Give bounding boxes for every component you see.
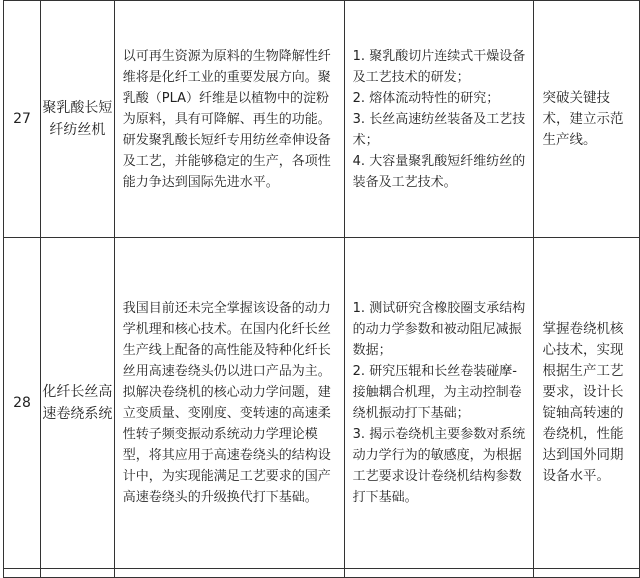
empty-cell (40, 569, 114, 578)
rd-content (344, 1, 534, 238)
empty-cell (114, 569, 344, 578)
table-row (4, 1, 640, 238)
row-number: 27 (4, 1, 41, 238)
project-name: 化纤长丝高速卷绕系统 (40, 238, 114, 569)
project-goal (534, 238, 640, 569)
empty-cell (4, 569, 41, 578)
rd-item: 2. 熔体流动特性的研究； (352, 90, 500, 106)
rd-item: 4. 大容量聚乳酸短纤维纺丝的装备及工艺技术。 (352, 153, 526, 190)
rd-content (344, 238, 534, 569)
table-row-partial (4, 569, 640, 578)
rd-item: 3. 长丝高速纺丝装备及工艺技术； (352, 111, 526, 148)
project-description (114, 1, 344, 238)
empty-cell (344, 569, 534, 578)
description-text: 以可再生资源为原料的生物降解性纤维将是化纤工业的重要发展方向。聚乳酸（PLA）纤维是以植物中的淀粉为原料，具有可降解、再生的功能。研发聚乳酸长短纤专用纺丝牵伸设备及工艺，并能够稳定的生产，各项性能力争达到国际先进水平。 (122, 48, 331, 190)
rd-item: 1. 测试研究含橡胶圈支承结构的动力学参数和被动阻尼减振数据； (352, 301, 526, 358)
goal-text: 掌握卷绕机核心技术，实现根据生产工艺要求，设计长锭轴高转速的卷绕机，性能达到国外同期设备水平。 (542, 321, 624, 484)
description-text: 我国目前还未完全掌握该设备的动力学机理和核心技术。在国内化纤长丝生产线上配备的高性能及特种化纤长丝用高速卷绕头仍以进口产品为主。拟解决卷绕机的核心动力学问题，建立变质量、变刚度、变转速的高速柔性转子频变振动系统动力学理论模型，将其应用于高速卷绕头的结构设计中，为实现能满足工艺要求的国产高速卷绕头的升级换代打下基础。 (122, 301, 331, 505)
rd-item: 1. 聚乳酸切片连续式干燥设备及工艺技术的研发； (352, 48, 526, 85)
project-goal (534, 1, 640, 238)
rd-item: 3. 揭示卷绕机主要参数对系统动力学行为的敏感度，为根据工艺要求设计卷绕机结构参数打下基础。 (352, 427, 526, 505)
project-description (114, 238, 344, 569)
empty-cell (534, 569, 640, 578)
row-number: 28 (4, 238, 41, 569)
goal-text: 突破关键技术，建立示范生产线。 (542, 89, 624, 148)
project-table (3, 0, 640, 578)
table-row (4, 238, 640, 569)
rd-item: 2. 研究压辊和长丝卷装碰摩-接触耦合机理，为主动控制卷绕机振动打下基础； (352, 364, 522, 421)
project-name: 聚乳酸长短纤纺丝机 (40, 1, 114, 238)
